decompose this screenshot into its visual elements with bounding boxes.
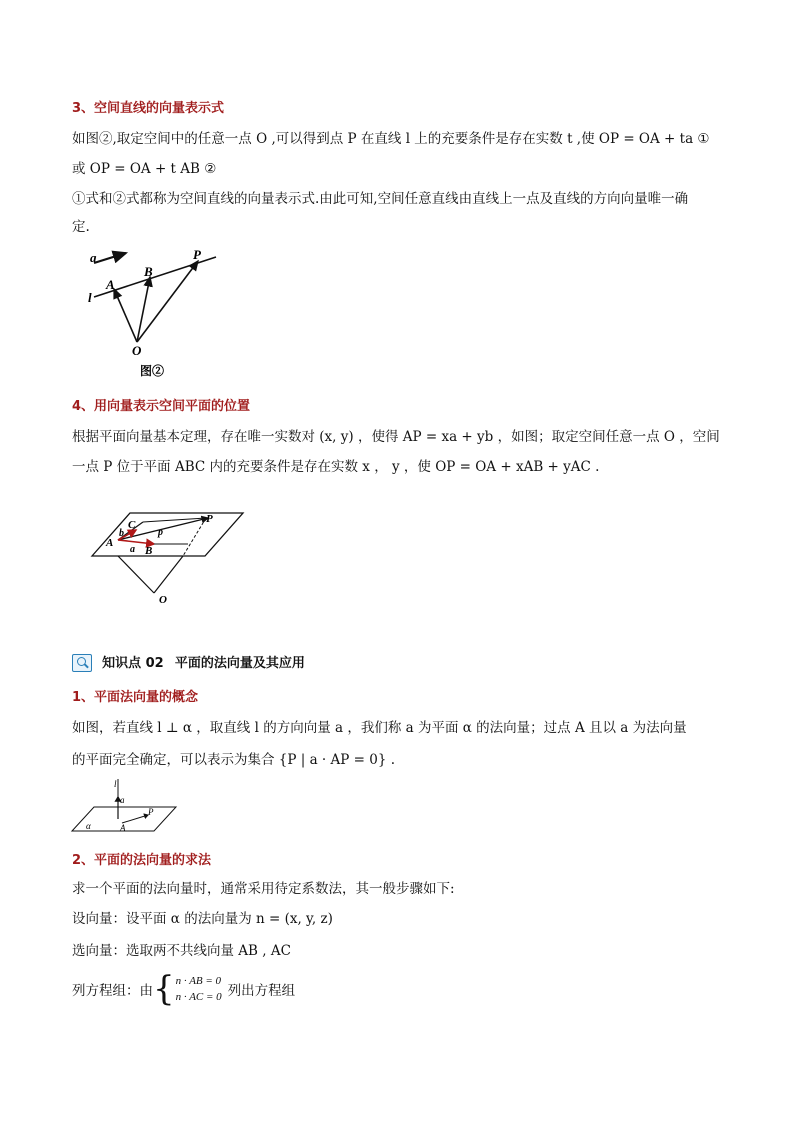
label-a: a <box>120 795 125 805</box>
figure-normal-vector-diagram <box>70 775 180 835</box>
line-O-right <box>154 556 183 593</box>
normal-method-intro: 求一个平面的法向量时，通常采用待定系数法，其一般步骤如下: <box>72 881 455 897</box>
equation-brace: { <box>153 969 175 1009</box>
label-C: C <box>128 519 136 531</box>
label-p: p <box>158 527 163 538</box>
label-P: P <box>206 513 213 525</box>
label-l: l <box>114 779 117 789</box>
direction-vector-a <box>94 253 126 263</box>
normal-method-step-3 <box>72 969 296 1009</box>
figure-caption: 图② <box>140 364 165 378</box>
vector-AP <box>122 815 148 823</box>
figure-plane-position-diagram <box>88 508 248 608</box>
vector-OA <box>114 289 137 342</box>
label-O: O <box>132 343 142 358</box>
normal-method-heading: 2、平面的法向量的求法 <box>72 853 212 868</box>
section-3-line-2: 或 OP = OA + t AB ② <box>72 161 217 177</box>
label-P: P <box>193 247 201 262</box>
normal-method-step-1: 设向量：设平面 α 的法向量为 n = (x, y, z) <box>72 911 333 927</box>
knowledge-point-title: 平面的法向量及其应用 <box>174 656 305 671</box>
line-O-left <box>118 556 154 593</box>
figure-line-vector-diagram <box>80 245 230 380</box>
knowledge-point-label: 知识点 02 <box>102 656 164 671</box>
equation-system <box>176 973 222 1005</box>
magnifier-book-icon <box>72 654 92 672</box>
section-4-line-1: 根据平面向量基本定理，存在唯一实数对 (x, y) ，使得 AP = xa + yb ，如图；取定空间任意一点 O ，空间 <box>72 429 720 445</box>
section-3-line-1: 如图②,取定空间中的任意一点 O ,可以得到点 P 在直线 l 上的充要条件是存在实数 t ,使 OP = OA + ta ① <box>72 131 710 147</box>
label-A: A <box>106 537 114 549</box>
label-A: A <box>106 277 115 292</box>
knowledge-point-header <box>72 652 305 672</box>
step-3-prefix: 列方程组：由 <box>72 983 153 999</box>
normal-concept-line-1: 如图，若直线 l ⊥ α ，取直线 l 的方向向量 a ，我们称 a 为平面 α 的法向量；过点 A 且以 a 为法向量 <box>72 720 687 736</box>
label-alpha: α <box>86 821 91 831</box>
label-l: l <box>88 290 92 305</box>
label-b: b <box>119 528 124 539</box>
vector-a <box>118 540 154 544</box>
label-B: B <box>145 545 153 557</box>
label-P: P <box>148 807 154 817</box>
equation-2: n · AC = 0 <box>175 991 222 1003</box>
section-4-line-2: 一点 P 位于平面 ABC 内的充要条件是存在实数 x ， y ，使 OP = OA + xAB + yAC . <box>72 459 600 475</box>
label-A: A <box>120 823 126 833</box>
plane-parallelogram <box>92 513 243 556</box>
label-a: a <box>90 250 97 265</box>
normal-method-step-2: 选向量：选取两不共线向量 AB , AC <box>72 943 291 959</box>
label-O: O <box>159 594 167 606</box>
label-a: a <box>130 544 135 555</box>
equation-1: n · AB = 0 <box>175 975 222 987</box>
label-B: B <box>144 264 153 279</box>
section-3-paragraph-line-1: ①式和②式都称为空间直线的向量表示式.由此可知,空间任意直线由直线上一点及直线的方向向量唯一确 <box>72 191 689 207</box>
step-3-suffix: 列出方程组 <box>227 983 296 999</box>
normal-concept-line-2: 的平面完全确定，可以表示为集合 {P | a · AP = 0} . <box>72 752 396 768</box>
section-4-heading: 4、用向量表示空间平面的位置 <box>72 399 251 414</box>
normal-concept-heading: 1、平面法向量的概念 <box>72 690 199 705</box>
section-3-paragraph-line-2: 定. <box>72 219 90 235</box>
section-3-heading: 3、空间直线的向量表示式 <box>72 101 225 116</box>
